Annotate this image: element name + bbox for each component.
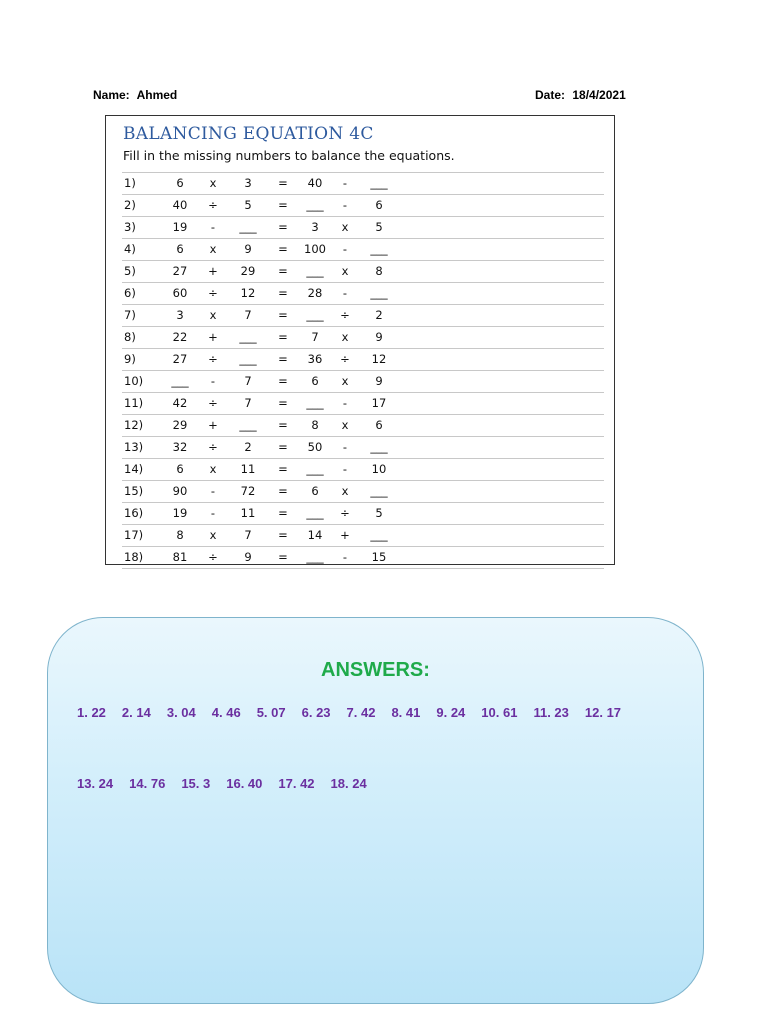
equation-term: = [278, 528, 288, 542]
answers-line-2 [77, 776, 383, 791]
equation-number: 7) [124, 308, 136, 322]
answer-item: 1. 22 [77, 705, 106, 720]
equation-term: ÷ [208, 396, 218, 410]
equation-term: 7 [244, 528, 252, 542]
equation-row [122, 195, 604, 217]
name-value: Ahmed [136, 88, 178, 102]
equation-term: 14 [307, 528, 323, 542]
equation-term: ___ [370, 176, 388, 190]
equation-term: 19 [172, 506, 188, 520]
equation-term: 27 [172, 352, 188, 366]
answer-item: 15. 3 [181, 776, 211, 791]
equation-term: = [278, 330, 288, 344]
equation-term: - [342, 286, 348, 300]
equation-term: x [341, 330, 349, 344]
answers-line-1 [77, 705, 637, 720]
answer-item: 3. 04 [166, 705, 196, 720]
equation-term: ___ [370, 242, 388, 256]
equation-term: = [278, 286, 288, 300]
equation-term: ___ [306, 198, 324, 212]
equation-term: 5 [375, 220, 383, 234]
equation-term: ___ [171, 374, 189, 388]
answer-item: 9. 24 [436, 705, 466, 720]
equation-term: 28 [307, 286, 323, 300]
equation-row [122, 327, 604, 349]
equation-term: = [278, 484, 288, 498]
equation-row [122, 393, 604, 415]
equation-term: = [278, 242, 288, 256]
equation-term: = [278, 440, 288, 454]
answer-item: 2. 14 [121, 705, 151, 720]
equation-row [122, 261, 604, 283]
equation-term: ___ [239, 220, 257, 234]
equation-term: ___ [239, 352, 257, 366]
equation-term: 29 [240, 264, 256, 278]
equation-term: - [342, 550, 348, 564]
answer-item: 4. 46 [211, 705, 241, 720]
equation-term: 7 [244, 374, 252, 388]
equation-number: 15) [124, 484, 144, 498]
equation-term: 81 [172, 550, 188, 564]
equation-term: 40 [307, 176, 323, 190]
equation-row [122, 371, 604, 393]
equation-term: x [209, 308, 217, 322]
equation-term: + [208, 264, 218, 278]
equation-number: 14) [124, 462, 144, 476]
equation-term: 7 [244, 396, 252, 410]
equation-term: - [342, 440, 348, 454]
equation-term: 9 [375, 374, 383, 388]
equation-term: ÷ [208, 440, 218, 454]
equation-term: 6 [176, 176, 184, 190]
equation-term: ÷ [340, 308, 350, 322]
equation-list [122, 172, 604, 569]
equation-term: 8 [176, 528, 184, 542]
equation-row [122, 239, 604, 261]
equation-term: 10 [371, 462, 387, 476]
equation-term: 9 [244, 242, 252, 256]
worksheet-instructions: Fill in the missing numbers to balance the equations. [123, 148, 455, 163]
equation-term: 6 [311, 484, 319, 498]
equation-term: 2 [244, 440, 252, 454]
answer-item: 18. 24 [330, 776, 367, 791]
equation-number: 17) [124, 528, 144, 542]
equation-term: ÷ [208, 352, 218, 366]
equation-term: = [278, 176, 288, 190]
equation-term: 7 [244, 308, 252, 322]
equation-term: = [278, 264, 288, 278]
equation-number: 9) [124, 352, 136, 366]
answer-item: 12. 17 [584, 705, 622, 720]
equation-number: 18) [124, 550, 144, 564]
equation-term: 40 [172, 198, 188, 212]
equation-number: 11) [124, 396, 144, 410]
equation-term: x [209, 528, 217, 542]
equation-term: 27 [172, 264, 188, 278]
equation-term: ÷ [208, 198, 218, 212]
equation-row [122, 525, 604, 547]
equation-term: ___ [370, 286, 388, 300]
equation-term: 90 [172, 484, 188, 498]
equation-term: 6 [311, 374, 319, 388]
equation-row [122, 283, 604, 305]
equation-row [122, 305, 604, 327]
equation-term: 42 [172, 396, 188, 410]
equation-term: 29 [172, 418, 188, 432]
equation-number: 8) [124, 330, 136, 344]
equation-number: 16) [124, 506, 144, 520]
equation-term: ÷ [208, 286, 218, 300]
equation-term: 9 [244, 550, 252, 564]
equation-term: 22 [172, 330, 188, 344]
equation-term: 15 [371, 550, 387, 564]
equation-term: ___ [306, 550, 324, 564]
equation-term: = [278, 418, 288, 432]
date-value: 18/4/2021 [572, 88, 626, 102]
equation-term: ___ [370, 528, 388, 542]
equation-term: + [208, 330, 218, 344]
equation-term: = [278, 198, 288, 212]
equation-number: 6) [124, 286, 136, 300]
equation-term: 12 [240, 286, 256, 300]
equation-row [122, 217, 604, 239]
equation-term: 3 [244, 176, 252, 190]
equation-term: 19 [172, 220, 188, 234]
equation-term: = [278, 308, 288, 322]
equation-term: 12 [371, 352, 387, 366]
equation-term: 100 [304, 242, 326, 256]
equation-term: - [342, 176, 348, 190]
worksheet-title: BALANCING EQUATION 4C [123, 124, 374, 144]
equation-term: 6 [375, 418, 383, 432]
answer-item: 6. 23 [301, 705, 331, 720]
answer-item: 13. 24 [77, 776, 114, 791]
equation-term: 3 [311, 220, 319, 234]
equation-term: 6 [176, 462, 184, 476]
equation-term: - [342, 462, 348, 476]
equation-row [122, 349, 604, 371]
equation-term: - [342, 242, 348, 256]
answer-item: 8. 41 [391, 705, 421, 720]
equation-term: 50 [307, 440, 323, 454]
equation-term: 9 [375, 330, 383, 344]
equation-term: = [278, 396, 288, 410]
worksheet-date [535, 88, 626, 102]
equation-term: 8 [375, 264, 383, 278]
equation-term: 7 [311, 330, 319, 344]
equation-term: - [342, 198, 348, 212]
equation-term: - [342, 396, 348, 410]
equation-term: 3 [176, 308, 184, 322]
equation-row [122, 437, 604, 459]
equation-term: x [209, 176, 217, 190]
equation-term: 60 [172, 286, 188, 300]
date-label: Date: [535, 88, 566, 102]
equation-number: 1) [124, 176, 136, 190]
equation-term: x [341, 374, 349, 388]
equation-row [122, 459, 604, 481]
equation-term: 72 [240, 484, 256, 498]
equation-row [122, 547, 604, 569]
equation-number: 4) [124, 242, 136, 256]
equation-term: 6 [176, 242, 184, 256]
equation-row [122, 503, 604, 525]
name-label: Name: [93, 88, 130, 102]
equation-number: 13) [124, 440, 144, 454]
answer-item: 5. 07 [256, 705, 286, 720]
equation-term: 8 [311, 418, 319, 432]
equation-term: ___ [370, 440, 388, 454]
equation-term: - [210, 220, 216, 234]
equation-term: ___ [306, 264, 324, 278]
equation-term: 5 [375, 506, 383, 520]
equation-term: = [278, 506, 288, 520]
equation-term: = [278, 550, 288, 564]
equation-term: - [210, 506, 216, 520]
student-name [93, 88, 177, 102]
answer-item: 16. 40 [226, 776, 263, 791]
equation-row [122, 173, 604, 195]
equation-number: 12) [124, 418, 144, 432]
equation-number: 5) [124, 264, 136, 278]
equation-row [122, 415, 604, 437]
equation-term: ÷ [340, 506, 350, 520]
answers-panel [47, 617, 704, 1004]
answer-item: 7. 42 [346, 705, 376, 720]
worksheet-card [105, 115, 615, 565]
equation-term: - [210, 374, 216, 388]
equation-term: x [341, 418, 349, 432]
equation-term: ___ [306, 308, 324, 322]
equation-term: x [341, 220, 349, 234]
equation-term: ___ [370, 484, 388, 498]
equation-term: ___ [306, 506, 324, 520]
equation-term: - [210, 484, 216, 498]
equation-term: ÷ [340, 352, 350, 366]
equation-term: 32 [172, 440, 188, 454]
equation-term: x [341, 484, 349, 498]
equation-term: = [278, 462, 288, 476]
equation-term: ___ [239, 330, 257, 344]
equation-row [122, 481, 604, 503]
answers-title: ANSWERS: [321, 659, 430, 681]
answer-item: 14. 76 [129, 776, 166, 791]
equation-term: x [341, 264, 349, 278]
equation-term: ___ [306, 396, 324, 410]
equation-term: = [278, 374, 288, 388]
equation-number: 2) [124, 198, 136, 212]
equation-term: + [340, 528, 350, 542]
equation-term: + [208, 418, 218, 432]
equation-term: x [209, 242, 217, 256]
equation-term: x [209, 462, 217, 476]
equation-term: ___ [239, 418, 257, 432]
answer-item: 17. 42 [278, 776, 315, 791]
equation-term: 11 [240, 462, 256, 476]
equation-term: 17 [371, 396, 387, 410]
answer-item: 10. 61 [481, 705, 518, 720]
equation-term: 36 [307, 352, 323, 366]
equation-term: ÷ [208, 550, 218, 564]
equation-term: = [278, 220, 288, 234]
equation-number: 3) [124, 220, 136, 234]
equation-term: = [278, 352, 288, 366]
equation-term: 6 [375, 198, 383, 212]
equation-term: 11 [240, 506, 256, 520]
answer-item: 11. 23 [533, 705, 569, 720]
equation-term: 5 [244, 198, 252, 212]
equation-term: ___ [306, 462, 324, 476]
equation-number: 10) [124, 374, 144, 388]
equation-term: 2 [375, 308, 383, 322]
